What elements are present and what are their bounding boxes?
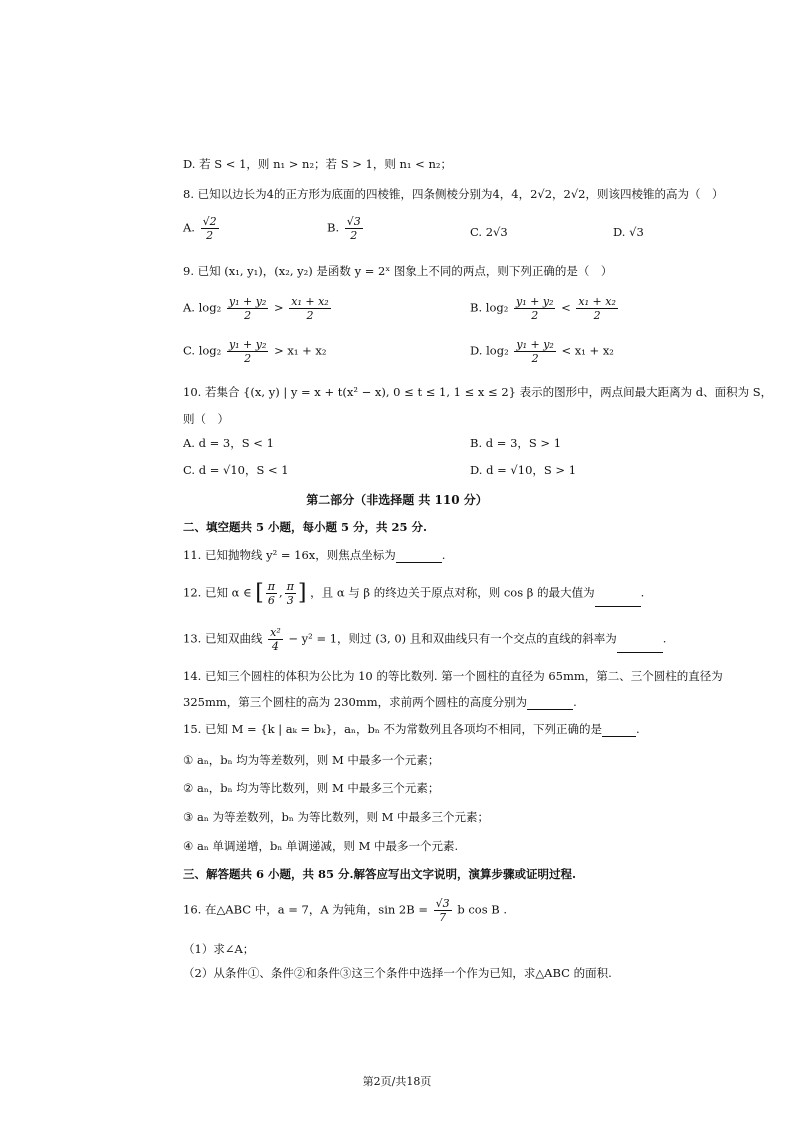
numerator: x₁ + x₂	[291, 295, 329, 308]
denominator: 7	[439, 911, 447, 924]
fraction	[285, 580, 296, 607]
numerator: x²	[270, 626, 281, 639]
question-text: 11. 已知抛物线 y² = 16x，则焦点坐标为	[183, 548, 396, 562]
question-text: b cos B .	[457, 902, 508, 917]
fraction	[268, 626, 283, 653]
punct: .	[573, 695, 577, 709]
q9-option-a	[183, 295, 333, 322]
numerator: π	[286, 580, 294, 593]
question-10: 10. 若集合 {(x, y) | y = x + t(x² − x), 0 ≤ t ≤ 1, 1 ≤ x ≤ 2} 表示的图形中，两点间最大距离为 d、面积为 S，	[183, 385, 773, 399]
numerator: y₁ + y₂	[516, 295, 554, 308]
right-bracket: ]	[297, 580, 307, 606]
question-8: 8. 已知以边长为4的正方形为底面的四棱锥，四条侧棱分别为4，4，2√2，2√2，则该四棱锥的高为（ ）	[183, 187, 724, 201]
denominator: 2	[531, 352, 539, 365]
fraction	[289, 295, 330, 322]
punct: .	[640, 585, 645, 600]
answer-blank	[396, 550, 442, 563]
question-text: 325mm，第三个圆柱的高为 230mm，求前两个圆柱的高度分别为	[183, 695, 528, 709]
question-9: 9. 已知 (x₁, y₁)，(x₂, y₂) 是函数 y = 2ˣ 图象上不同的两点，则下列正确的是（ ）	[183, 264, 613, 278]
option-label: A. log₂	[183, 300, 222, 315]
q8-option-a	[183, 215, 221, 242]
question-text: 15. 已知 M = {k | aₖ = bₖ}，aₙ，bₙ 不为常数列且各项均不相同，下列正确的是	[183, 722, 602, 736]
punct: .	[635, 722, 640, 736]
numerator: x₁ + x₂	[578, 295, 616, 308]
q16-part-2: （2）从条件①、条件②和条件③这三个条件中选择一个作为已知，求△ABC 的面积.	[183, 966, 612, 980]
fraction	[201, 215, 219, 242]
question-text: − y² = 1，则过 (3, 0) 且和双曲线只有一个交点的直线的斜率为	[288, 631, 617, 646]
operator: >	[273, 300, 284, 315]
denominator: 2	[350, 229, 358, 242]
page-footer: 第2页/共18页	[362, 1075, 432, 1088]
part-two-title: 第二部分（非选择题 共 110 分）	[306, 493, 488, 507]
left-bracket: [	[255, 580, 264, 606]
fraction	[514, 338, 555, 365]
q8-option-d: D. √3	[613, 225, 644, 239]
denominator: 2	[306, 309, 314, 322]
punct: .	[662, 631, 667, 646]
fraction	[345, 215, 363, 242]
fraction	[227, 338, 268, 365]
expression: < x₁ + x₂	[561, 343, 614, 358]
denominator: 4	[271, 640, 279, 653]
question-16	[183, 897, 507, 924]
numerator: y₁ + y₂	[228, 338, 267, 351]
numerator: √3	[346, 215, 361, 228]
question-text: 12. 已知 α ∈	[183, 585, 252, 600]
question-11	[183, 547, 445, 563]
q8-option-b	[327, 215, 365, 242]
section-answer-heading: 三、解答题共 6 小题，共 85 分.解答应写出文字说明，演算步骤或证明过程.	[183, 867, 577, 881]
q9-option-d	[470, 338, 614, 365]
question-15	[183, 721, 640, 737]
denominator: 6	[267, 594, 275, 607]
question-text: 13. 已知双曲线	[183, 631, 263, 646]
q15-statement-4: ④ aₙ 单调递增，bₙ 单调递减，则 M 中最多一个元素.	[183, 839, 459, 853]
q10-option-c: C. d = √10，S < 1	[183, 463, 289, 477]
section-fill-in-heading: 二、填空题共 5 小题，每小题 5 分，共 25 分.	[183, 520, 428, 534]
expression: > x₁ + x₂	[274, 343, 327, 358]
fraction	[434, 897, 452, 924]
denominator: 2	[593, 309, 601, 322]
answer-blank	[602, 724, 636, 737]
q16-part-1: （1）求∠A；	[183, 942, 255, 956]
numerator: y₁ + y₂	[228, 295, 267, 308]
option-label: B.	[327, 220, 340, 235]
q15-statement-1: ① aₙ，bₙ 均为等差数列，则 M 中最多一个元素；	[183, 753, 440, 767]
question-text: 16. 在△ABC 中，a = 7，A 为钝角，sin 2B =	[183, 902, 428, 917]
denominator: 2	[244, 309, 252, 322]
q10-option-a: A. d = 3，S < 1	[183, 436, 274, 450]
question-text: ，且 α 与 β 的终边关于原点对称，则 cos β 的最大值为	[310, 585, 595, 600]
numerator: √2	[202, 215, 217, 228]
prev-option-d: D. 若 S < 1，则 n₁ > n₂；若 S > 1，则 n₁ < n₂；	[183, 157, 452, 171]
question-14-cont	[183, 694, 577, 710]
q9-option-c	[183, 338, 327, 365]
operator: <	[561, 300, 571, 315]
denominator: 3	[286, 594, 294, 607]
answer-blank	[527, 697, 573, 710]
punct: .	[441, 548, 446, 562]
option-label: A.	[183, 220, 195, 235]
q15-statement-2: ② aₙ，bₙ 均为等比数列，则 M 中最多三个元素；	[183, 781, 440, 795]
numerator: √3	[435, 897, 450, 910]
denominator: 2	[206, 229, 214, 242]
question-10-cont: 则（ ）	[183, 412, 229, 426]
q10-option-d: D. d = √10，S > 1	[470, 463, 577, 477]
option-label: C. log₂	[183, 343, 222, 358]
question-14: 14. 已知三个圆柱的体积为公比为 10 的等比数列. 第一个圆柱的直径为 65mm，第二、三个圆柱的直径为	[183, 669, 723, 683]
q15-statement-3: ③ aₙ 为等差数列，bₙ 为等比数列，则 M 中最多三个元素；	[183, 810, 490, 824]
denominator: 2	[531, 309, 539, 322]
fraction	[266, 580, 277, 607]
question-12: 12. 已知 α ∈ [ $\frac{\pi}{6}$ , $\frac{\pi}{3}$ ] ，且 α 与 β 的终边关于原点对称，则 cos β 的最大值为 .	[183, 580, 645, 607]
numerator: y₁ + y₂	[516, 338, 554, 351]
q9-option-b	[470, 295, 620, 322]
numerator: π	[267, 580, 276, 593]
question-13	[183, 626, 666, 653]
answer-blank	[617, 640, 663, 653]
fraction	[514, 295, 555, 322]
answer-blank	[595, 594, 641, 607]
denominator: 2	[244, 352, 252, 365]
q10-option-b: B. d = 3，S > 1	[470, 436, 562, 450]
option-label: D. log₂	[470, 343, 509, 358]
option-label: B. log₂	[470, 300, 509, 315]
fraction	[227, 295, 268, 322]
q8-option-c: C. 2√3	[470, 225, 508, 239]
fraction	[576, 295, 617, 322]
